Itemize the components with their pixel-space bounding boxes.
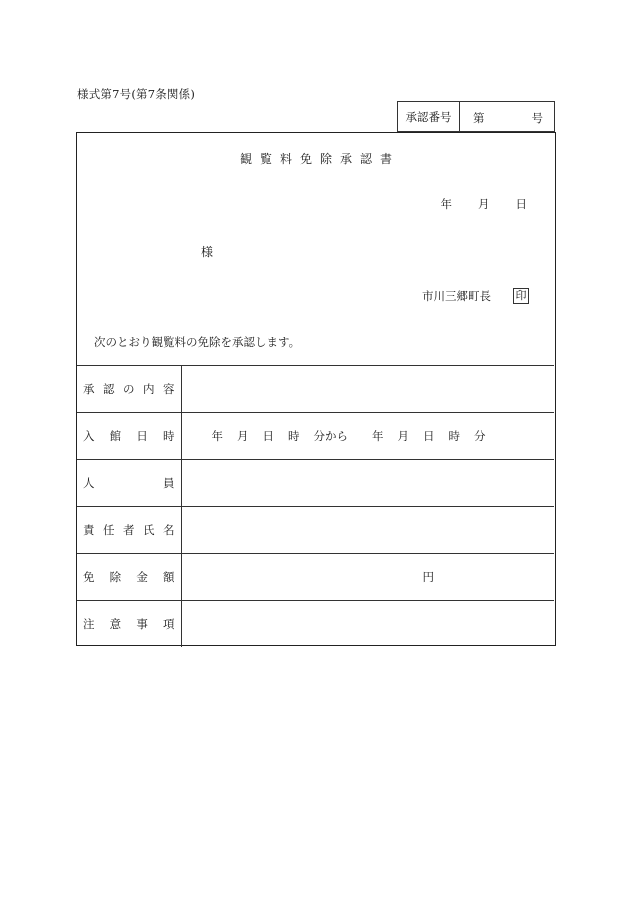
row-label-approval-content: 承 認 の 内 容	[77, 366, 181, 413]
seal-mark: 印	[513, 288, 529, 304]
exempt-amount-field[interactable]	[181, 554, 554, 601]
table-row	[77, 460, 554, 507]
entry-datetime-field[interactable]	[181, 413, 554, 460]
detail-table	[77, 365, 554, 647]
table-row	[77, 554, 554, 601]
addressee-suffix: 様	[201, 245, 214, 259]
table-row	[77, 366, 554, 413]
approval-number-label: 承認番号	[398, 102, 460, 131]
row-label-headcount: 人 員	[77, 460, 181, 507]
approval-statement: 次のとおり観覧料の免除を承認します。	[94, 335, 301, 349]
approval-number-box	[397, 101, 555, 132]
table-row	[77, 507, 554, 554]
issuer-name: 市川三郷町長	[422, 289, 491, 303]
table-row	[77, 413, 554, 460]
row-label-entry-datetime: 入 館 日 時	[77, 413, 181, 460]
row-label-exempt-amount: 免 除 金 額	[77, 554, 181, 601]
yen-unit: 円	[422, 570, 434, 584]
issuer-line	[422, 288, 529, 304]
document-title: 観覧料免除承認書	[239, 152, 400, 166]
headcount-field[interactable]	[181, 460, 554, 507]
table-row	[77, 601, 554, 648]
approval-number-suffix: 号	[531, 111, 543, 125]
date-day-label: 日	[515, 197, 527, 211]
responsible-person-field[interactable]	[181, 507, 554, 554]
row-label-notes: 注 意 事 項	[77, 601, 181, 648]
date-year-label: 年	[440, 197, 452, 211]
notes-field[interactable]	[181, 601, 554, 648]
approval-form	[76, 132, 556, 646]
approval-content-field[interactable]	[181, 366, 554, 413]
issue-date	[441, 196, 528, 212]
form-number-label: 様式第7号(第7条関係)	[77, 87, 196, 101]
approval-number-prefix: 第	[473, 111, 485, 125]
approval-number-field[interactable]	[460, 102, 554, 131]
entry-datetime-template: 年 月 日 時 分から 年 月 日 時 分	[211, 429, 486, 443]
date-month-label: 月	[478, 197, 490, 211]
row-label-responsible-person: 責 任 者 氏 名	[77, 507, 181, 554]
